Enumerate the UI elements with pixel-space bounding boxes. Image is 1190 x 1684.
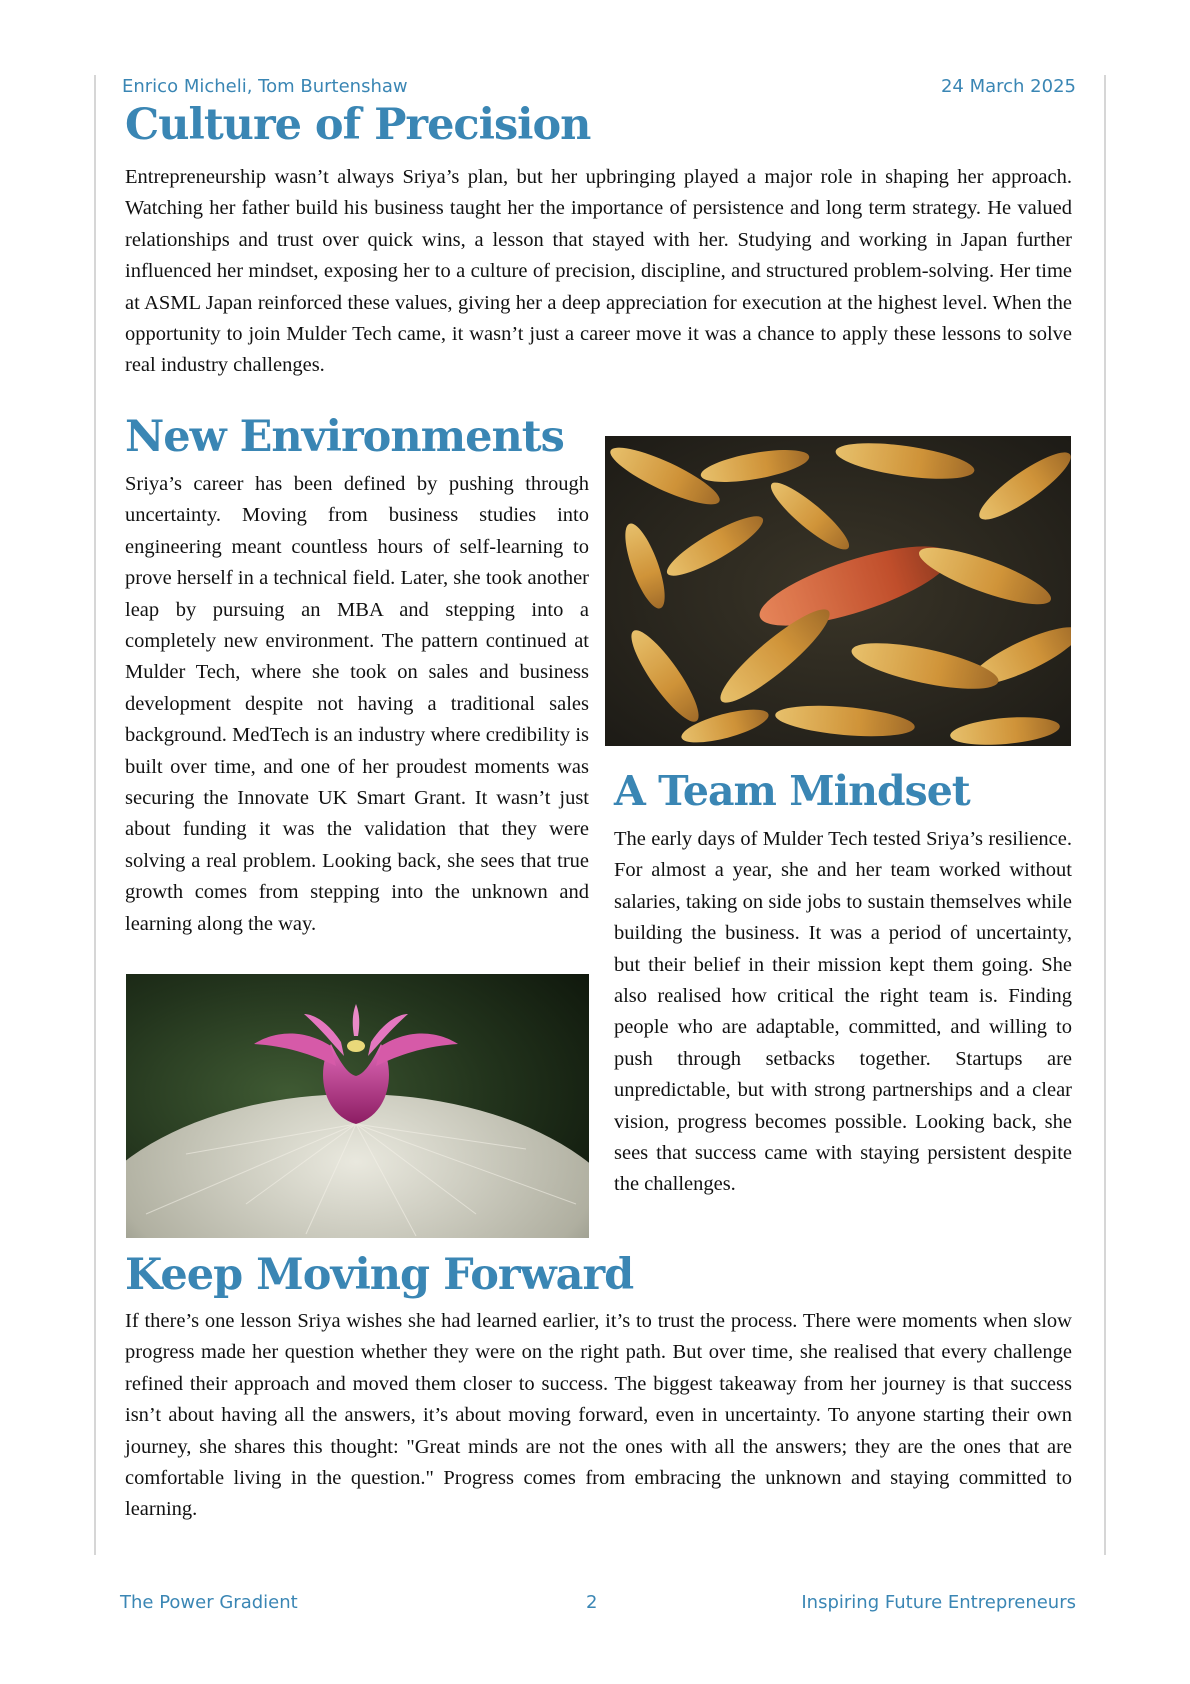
footer-publication: The Power Gradient [120,1592,298,1613]
section-title-forward: Keep Moving Forward [125,1250,634,1300]
section-body-team: The early days of Mulder Tech tested Sriya’s resilience. For almost a year, she and her team worked without salaries, taking on side jobs to sustain themselves while building the business. It was a period of uncertainty, but their belief in their mission kept them going. She also realised how critical the right team is. Finding people who are adaptable, committed, and willing to push through setbacks together. Startups are unpredictable, but with strong partnerships and a clear vision, progress becomes possible. Looking back, she sees that success came with staying persistent despite the challenges. [614,828,1072,1196]
section-title-environments: New Environments [125,412,564,462]
section-body-environments: Sriya’s career has been defined by pushing through uncertainty. Moving from business studies into engineering meant countless hours of self-learning to prove herself in a technical field. Later, she took another leap by pursuing an MBA and stepping into a completely new environment. The pattern continued at Mulder Tech, where she took on sales and business development despite not having a traditional sales background. MedTech is an industry where credibility is built over time, and one of her proudest moments was securing the Innovate UK Smart Grant. It wasn’t just about funding it was the validation that they were solving a real problem. Looking back, she sees that true growth comes from stepping into the unknown and learning along the way. [125,473,589,935]
koi-fish-photo [605,436,1071,746]
footer-tagline: Inspiring Future Entrepreneurs [801,1592,1076,1613]
header-date: 24 March 2025 [940,76,1076,97]
right-margin-rule [1104,75,1106,1555]
left-margin-rule [94,75,96,1555]
cactus-flower-photo [126,974,589,1238]
footer-page-number: 2 [586,1592,598,1613]
section-title-culture: Culture of Precision [125,100,591,150]
header-authors: Enrico Micheli, Tom Burtenshaw [122,76,408,97]
section-title-team: A Team Mindset [614,767,970,815]
section-body-culture: Entrepreneurship wasn’t always Sriya’s plan, but her upbringing played a major role in shaping her approach. Watching her father build his business taught her the importance of persistence and long term strategy. He valued relationships and trust over quick wins, a lesson that stayed with her. Studying and working in Japan further influenced her mindset, exposing her to a culture of precision, discipline, and structured problem-solving. Her time at ASML Japan reinforced these values, giving her a deep appreciation for execution at the highest level. When the opportunity to join Mulder Tech came, it wasn’t just a career move it was a chance to apply these lessons to solve real industry challenges. [125,166,1072,377]
section-body-forward: If there’s one lesson Sriya wishes she had learned earlier, it’s to trust the process. There were moments when slow progress made her question whether they were on the right path. But over time, she realised that every challenge refined their approach and moved them closer to success. The biggest takeaway from her journey is that success isn’t about having all the answers, it’s about moving forward, even in uncertainty. To anyone starting their own journey, she shares this thought: "Great minds are not the ones with all the answers; they are the ones that are comfortable living in the question." Progress comes from embracing the unknown and staying committed to learning. [125,1310,1072,1521]
